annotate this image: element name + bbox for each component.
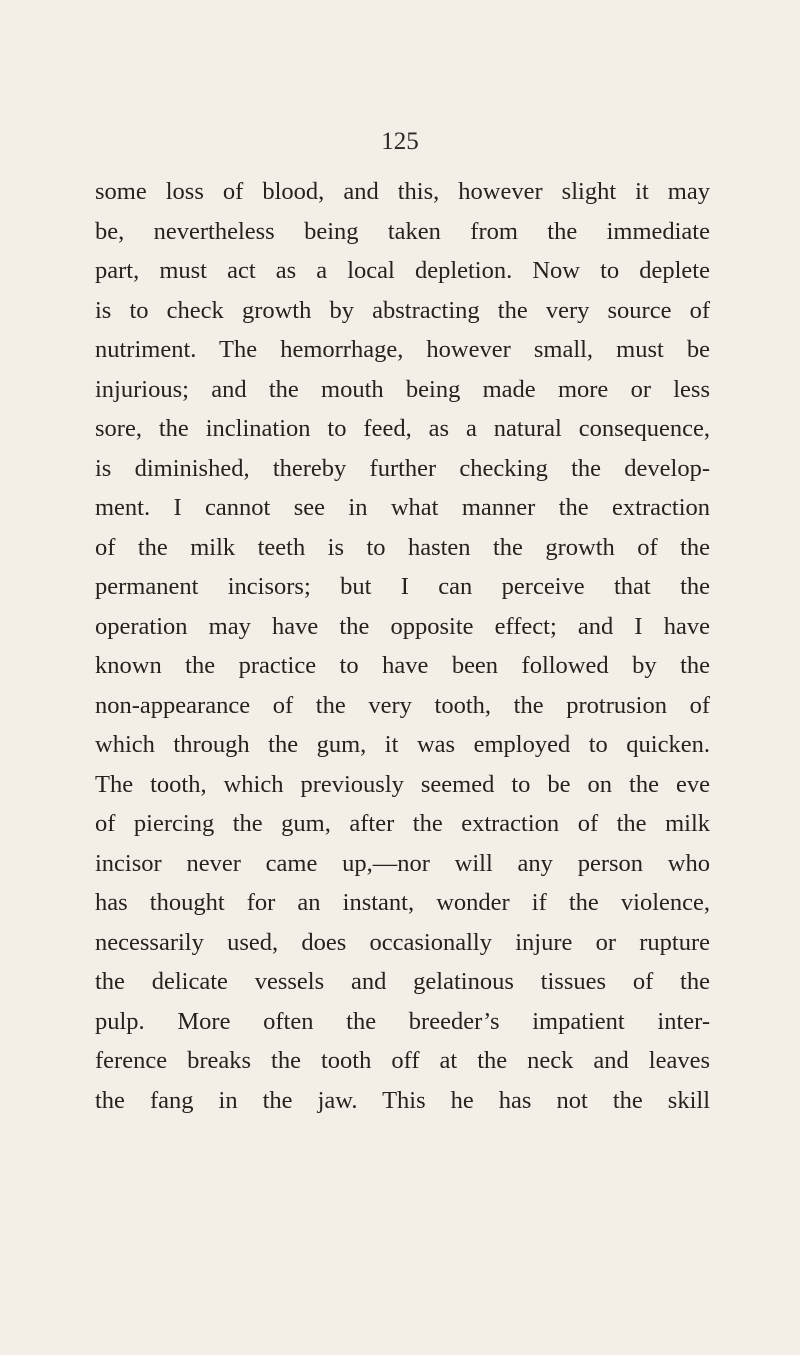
text-line: permanent incisors; but I can perceive that the	[95, 573, 710, 600]
text-line: is to check growth by abstracting the very source of	[95, 296, 710, 324]
body-text	[95, 172, 710, 1120]
text-line: injurious; and the mouth being made more or less	[95, 375, 710, 403]
text-line: the fang in the jaw. This he has not the skill	[95, 1086, 710, 1114]
text-line: ference breaks the tooth off at the neck and leaves	[95, 1047, 710, 1074]
text-line: The tooth, which previously seemed to be on the eve	[95, 770, 710, 798]
text-line: has thought for an instant, wonder if the violence,	[95, 889, 710, 916]
text-line: sore, the inclination to feed, as a natural consequence,	[95, 415, 710, 442]
text-line: necessarily used, does occasionally injure or rupture	[95, 928, 710, 956]
text-line: of piercing the gum, after the extraction of the milk	[95, 810, 710, 837]
page-number: 125	[381, 128, 419, 155]
text-line: non-appearance of the very tooth, the protrusion of	[95, 691, 710, 719]
text-line: the delicate vessels and gelatinous tissues of the	[95, 968, 710, 995]
text-line: which through the gum, it was employed to quicken.	[95, 731, 710, 758]
text-line: nutriment. The hemorrhage, however small, must be	[95, 336, 710, 363]
text-line: pulp. More often the breeder’s impatient inter-	[95, 1007, 710, 1035]
text-line: part, must act as a local depletion. Now to deplete	[95, 257, 710, 284]
text-line: be, nevertheless being taken from the immediate	[95, 217, 710, 245]
text-line: is diminished, thereby further checking the develop-	[95, 454, 710, 482]
text-line: of the milk teeth is to hasten the growth of the	[95, 533, 710, 561]
text-line: incisor never came up,—nor will any person who	[95, 849, 710, 877]
text-line: ment. I cannot see in what manner the extraction	[95, 494, 710, 521]
text-line: some loss of blood, and this, however slight it may	[95, 178, 710, 205]
text-line: known the practice to have been followed by the	[95, 652, 710, 679]
text-line: operation may have the opposite effect; and I have	[95, 612, 710, 640]
